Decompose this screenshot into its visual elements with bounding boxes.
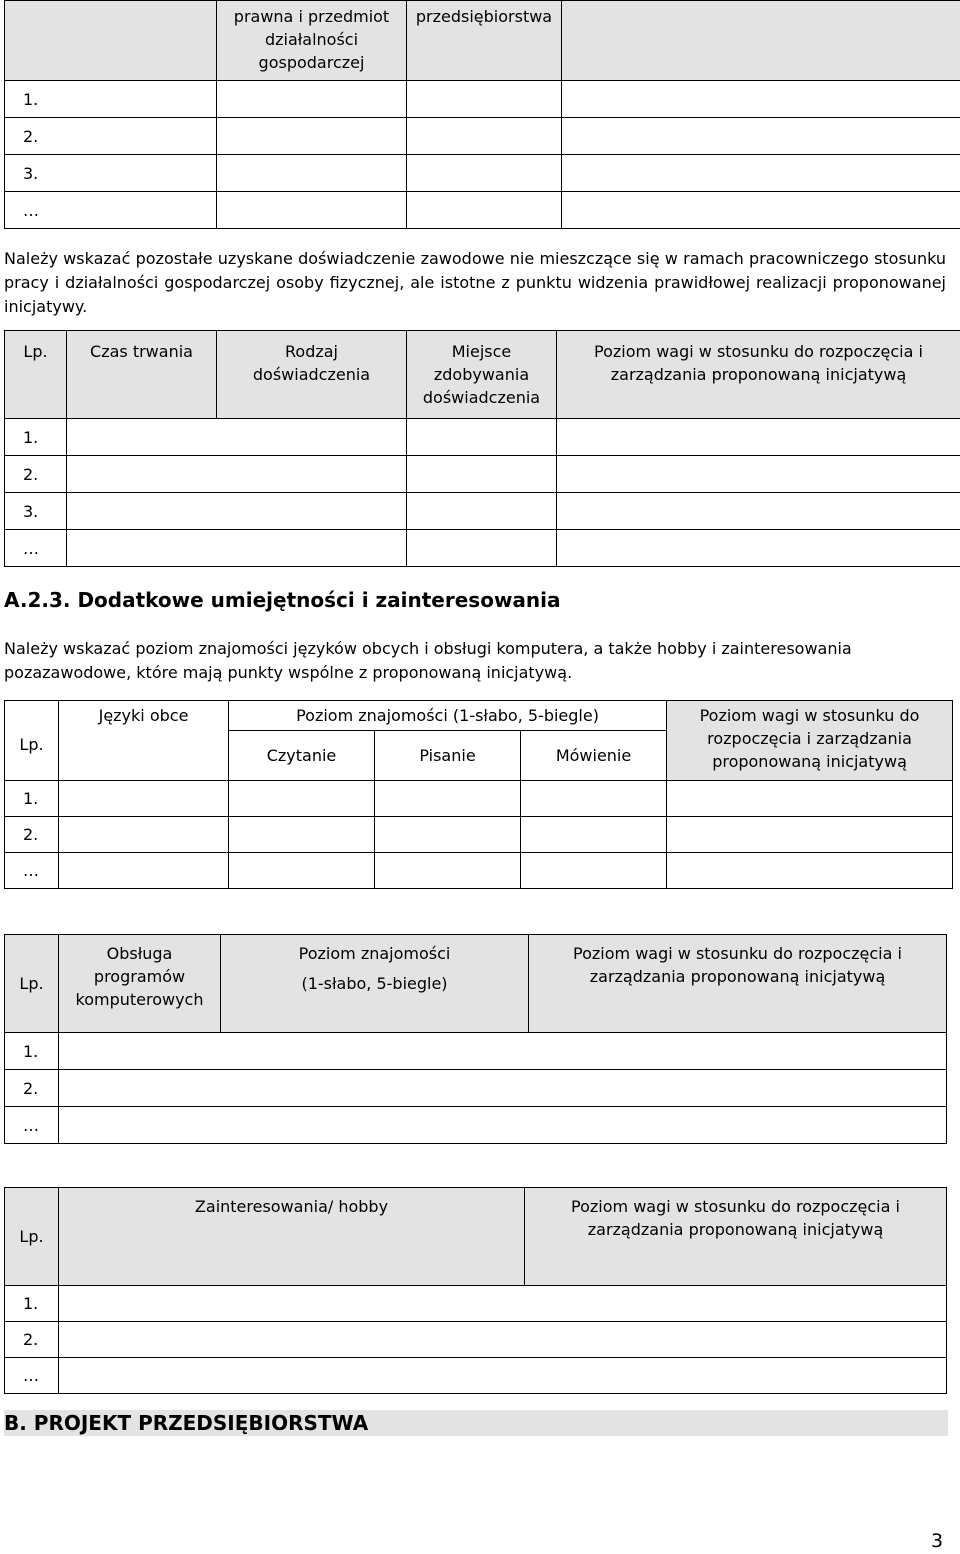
table-cell[interactable] — [557, 456, 960, 493]
table-cell[interactable] — [217, 118, 407, 155]
table-cell[interactable] — [59, 1322, 947, 1358]
table-cell[interactable] — [59, 1107, 947, 1144]
header-weight-level: Poziom wagi w stosunku do rozpoczęcia i zarządzania proponowaną inicjatywą — [667, 701, 953, 781]
row-number: 1. — [5, 81, 217, 118]
table-cell[interactable] — [229, 817, 375, 853]
table-cell[interactable] — [521, 781, 667, 817]
table-cell[interactable] — [557, 530, 960, 567]
header-duration: Czas trwania — [67, 331, 217, 419]
row-number: 2. — [5, 1322, 59, 1358]
header-proficiency-scale: (1-słabo, 5-biegle) — [301, 974, 448, 993]
table-cell[interactable] — [407, 530, 557, 567]
header-proficiency-level: Poziom znajomości (1-słabo, 5-biegle) — [229, 701, 667, 731]
table-cell[interactable] — [407, 118, 562, 155]
table-cell[interactable] — [229, 853, 375, 889]
table-cell[interactable] — [557, 493, 960, 530]
header-lp: Lp. — [5, 1188, 59, 1286]
table-cell[interactable] — [407, 192, 562, 229]
table-cell[interactable] — [59, 1358, 947, 1394]
row-number: 2. — [5, 456, 67, 493]
table-cell[interactable] — [407, 155, 562, 192]
header-experience-type: Rodzaj doświadczenia — [217, 331, 407, 419]
other-experience-table — [4, 330, 960, 567]
row-number: … — [5, 853, 59, 889]
table-cell[interactable] — [407, 419, 557, 456]
row-number: … — [5, 1107, 59, 1144]
business-activity-table — [4, 0, 960, 229]
table-cell[interactable] — [521, 817, 667, 853]
table-cell[interactable] — [217, 155, 407, 192]
table-cell[interactable] — [667, 817, 953, 853]
table-cell[interactable] — [667, 853, 953, 889]
table-cell[interactable] — [67, 493, 407, 530]
header-hobbies: Zainteresowania/ hobby — [59, 1188, 525, 1286]
section-heading-b: B. PROJEKT PRZEDSIĘBIORSTWA — [4, 1410, 948, 1436]
table-cell[interactable] — [229, 781, 375, 817]
table-cell[interactable] — [562, 118, 960, 155]
header-speaking: Mówienie — [521, 731, 667, 781]
hobbies-table — [4, 1187, 947, 1394]
header-experience-place: Miejsce zdobywania doświadczenia — [407, 331, 557, 419]
header-languages: Języki obce — [59, 701, 229, 781]
table-cell[interactable] — [557, 419, 960, 456]
instruction-paragraph: Należy wskazać pozostałe uzyskane doświadczenie zawodowe nie mieszczące się w ramach pracowniczego stosunku pracy i działalności gospodarczej osoby fizycznej, ale istotne z punktu widzenia prawidłowej realizacji proponowanej inicjatywy. — [4, 249, 946, 316]
table-cell[interactable] — [407, 456, 557, 493]
header-weight-level: Poziom wagi w stosunku do rozpoczęcia i zarządzania proponowaną inicjatywą — [525, 1188, 947, 1286]
header-proficiency-label: Poziom znajomości — [298, 944, 451, 963]
table-cell[interactable] — [67, 456, 407, 493]
table-cell[interactable] — [59, 1033, 947, 1070]
header-cell-legal-form: prawna i przedmiot działalności gospodarczej — [217, 1, 407, 81]
row-number: 1. — [5, 419, 67, 456]
computer-skills-table — [4, 934, 947, 1144]
table-cell[interactable] — [375, 781, 521, 817]
table-cell[interactable] — [667, 781, 953, 817]
header-weight-level: Poziom wagi w stosunku do rozpoczęcia i zarządzania proponowaną inicjatywą — [557, 331, 960, 419]
row-number: 2. — [5, 118, 217, 155]
row-number: 3. — [5, 155, 217, 192]
page-number: 3 — [931, 1530, 944, 1552]
table-cell[interactable] — [521, 853, 667, 889]
table-cell[interactable] — [407, 493, 557, 530]
table-cell[interactable] — [67, 530, 407, 567]
row-number: 3. — [5, 493, 67, 530]
header-lp: Lp. — [5, 331, 67, 419]
row-number: 2. — [5, 817, 59, 853]
table-cell[interactable] — [217, 192, 407, 229]
row-number: … — [5, 530, 67, 567]
row-number: 2. — [5, 1070, 59, 1107]
row-number: 1. — [5, 1033, 59, 1070]
row-number: … — [5, 1358, 59, 1394]
table-cell[interactable] — [562, 192, 960, 229]
section-heading-a23: A.2.3. Dodatkowe umiejętności i zainteresowania — [4, 588, 561, 612]
table-cell[interactable] — [67, 419, 407, 456]
header-reading: Czytanie — [229, 731, 375, 781]
header-lp: Lp. — [5, 935, 59, 1033]
table-cell[interactable] — [59, 1286, 947, 1322]
languages-table — [4, 700, 953, 889]
header-cell-empty — [562, 1, 960, 81]
table-cell[interactable] — [59, 853, 229, 889]
header-weight-level: Poziom wagi w stosunku do rozpoczęcia i zarządzania proponowaną inicjatywą — [529, 935, 947, 1033]
header-proficiency — [221, 935, 529, 1033]
row-number: 1. — [5, 1286, 59, 1322]
table-cell[interactable] — [375, 853, 521, 889]
header-writing: Pisanie — [375, 731, 521, 781]
header-cell-enterprise: przedsiębiorstwa — [407, 1, 562, 81]
table-cell[interactable] — [217, 81, 407, 118]
table-cell[interactable] — [407, 81, 562, 118]
header-cell-empty — [5, 1, 217, 81]
row-number: … — [5, 192, 217, 229]
row-number: 1. — [5, 781, 59, 817]
header-computer-programs: Obsługa programów komputerowych — [59, 935, 221, 1033]
instruction-paragraph: Należy wskazać poziom znajomości języków obcych i obsługi komputera, a także hobby i zainteresowania pozazawodowe, które mają punkty wspólne z proponowaną inicjatywą. — [4, 639, 852, 682]
table-cell[interactable] — [59, 817, 229, 853]
table-cell[interactable] — [59, 781, 229, 817]
header-lp: Lp. — [5, 701, 59, 781]
table-cell[interactable] — [375, 817, 521, 853]
table-cell[interactable] — [562, 81, 960, 118]
table-cell[interactable] — [59, 1070, 947, 1107]
table-cell[interactable] — [562, 155, 960, 192]
